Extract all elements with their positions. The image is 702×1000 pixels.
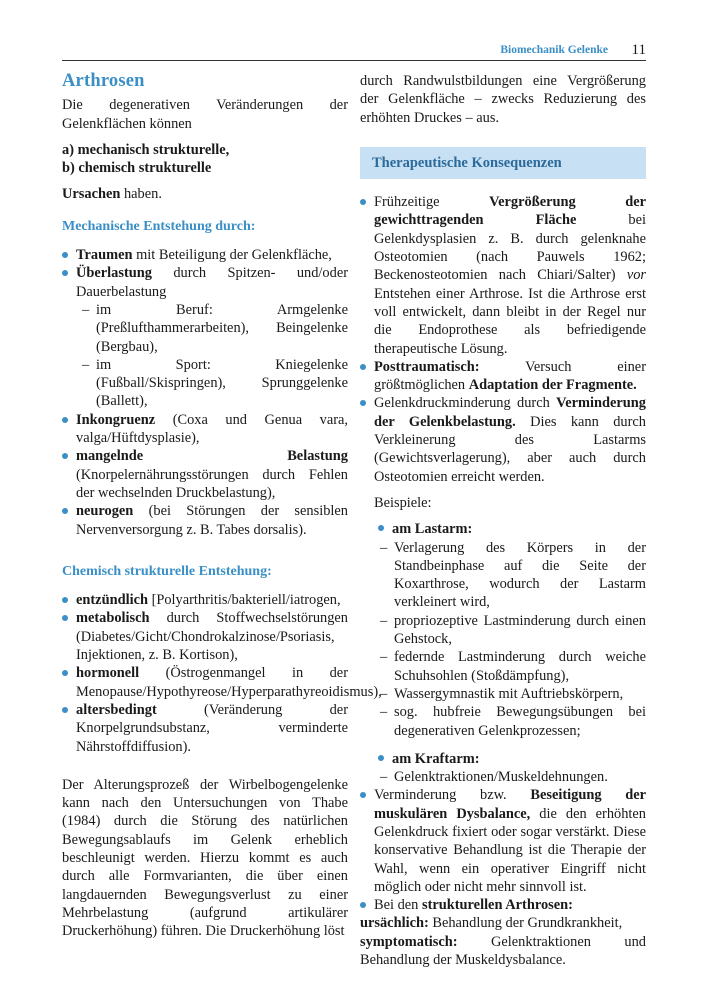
list-item bbox=[62, 701, 348, 756]
chem-heading: Chemisch strukturelle Entstehung: bbox=[62, 563, 272, 579]
kraftarm-label: am Kraftarm: bbox=[374, 750, 646, 768]
lastarm-label: am Lastarm: bbox=[374, 520, 646, 538]
list-item bbox=[360, 358, 646, 395]
intro-text: Die degenerativen Veränderungen der Gelenkflächen können bbox=[62, 97, 348, 132]
item-text: Entstehen einer Arthrose. Ist die Arthrose erst voll entwickelt, dann bleibt in der Regel nur die Endoprothese als befriedigende therapeutische Lösung. bbox=[374, 285, 646, 357]
sub-item: – Wassergymnastik mit Auftriebskörpern, bbox=[374, 685, 646, 703]
item-text: Bei den bbox=[374, 897, 422, 914]
list-item bbox=[360, 896, 646, 914]
cause-line bbox=[62, 185, 348, 203]
item-text: durch Spitzen- und/oder Dauerbelastung bbox=[76, 265, 348, 300]
chem-list bbox=[62, 591, 382, 756]
lastarm-list bbox=[374, 539, 646, 740]
item-text: die den erhöhten Gelenkdruck fixiert oder sogar verstärkt. Diese konservative Behandlung ist die Therapie der Wahl, wenn ein operativer Eingriff nicht möglich oder nicht mehr sinnvoll ist. bbox=[374, 805, 646, 895]
sub-item: – propriozeptive Lastminderung durch einen Gehstock, bbox=[374, 612, 646, 649]
item-bold: Adaptation der Fragmente. bbox=[468, 377, 637, 394]
item-bold: altersbedingt bbox=[76, 701, 157, 718]
item-text: (bei Störungen der sensiblen Nervenversorgung z. B. Tabes dorsalis). bbox=[76, 503, 348, 538]
item-text: Behandlung der Grundkrankheit, bbox=[428, 915, 623, 932]
list-item bbox=[62, 246, 348, 264]
item-text: (Coxa und Genua vara, valga/Hüftdysplasie), bbox=[76, 411, 348, 447]
item-text: Versuch einer größtmöglichen bbox=[374, 358, 646, 394]
section-title: Arthrosen bbox=[62, 71, 145, 91]
item-bold: symptomatisch: bbox=[360, 933, 458, 950]
sub-list bbox=[76, 301, 348, 411]
sub-item: – Verlagerung des Körpers in der Standbeinphase auf die Seite der Koxarthrose, wodurch der Lastarm verkleinert wird, bbox=[374, 539, 646, 612]
page-header bbox=[62, 42, 646, 61]
aging-paragraph: Der Alterungsprozeß der Wirbelbogengelenke kann nach den Untersuchungen von Thabe (1984) durch die Störung des natürlichen Bewegungsablaufs im Gelenk erheblich beschleunigt werden. Hierzu kommt es auch durch alle Formvarianten, die über einen langdauernden Bewegungsverlust zu einer Mehrbelastung (aufgrund artikulärer Druckerhöhung) führen. Die Druckerhöhung löst bbox=[62, 776, 348, 940]
item-bold: Posttraumatisch: bbox=[374, 358, 480, 375]
cause-bold: Ursachen bbox=[62, 186, 121, 203]
sub-item: – im Sport: Kniegelenke (Fußball/Skispringen), Sprunggelenke (Ballett), bbox=[76, 356, 348, 411]
item-text: durch Stoffwechselstörungen (Diabetes/Gicht/Chondrokalzinose/Psoriasis, Injektionen, z. B. Kortison), bbox=[76, 610, 348, 664]
list-item bbox=[62, 411, 348, 448]
list-item bbox=[62, 447, 348, 502]
list-item bbox=[62, 664, 382, 701]
sub-item: – Gelenktraktionen/Muskeldehnungen. bbox=[374, 768, 646, 786]
right-column bbox=[360, 72, 646, 969]
left-column bbox=[62, 71, 382, 940]
item-bold: neurogen bbox=[76, 503, 134, 520]
list-item bbox=[360, 193, 646, 358]
cause-rest: haben. bbox=[120, 186, 162, 203]
symptom-treatment bbox=[360, 933, 646, 970]
list-item bbox=[62, 264, 348, 410]
mech-heading: Mechanische Entstehung durch: bbox=[62, 218, 256, 234]
therapy-list bbox=[360, 193, 646, 914]
item-bold: Verminderung der Gelenkbelastung. bbox=[374, 395, 646, 430]
item-bold: mangelnde Belastung bbox=[76, 448, 348, 465]
list-item bbox=[62, 609, 348, 664]
list-item bbox=[360, 394, 646, 786]
type-b: b) chemisch strukturelle bbox=[62, 160, 212, 177]
item-bold: ursächlich: bbox=[360, 915, 429, 932]
item-text: (Östrogenmangel in der Menopause/Hypothyreose/Hyperparathyreoidismus), bbox=[76, 665, 382, 700]
running-title: Biomechanik Gelenke bbox=[500, 44, 608, 56]
list-item bbox=[62, 591, 348, 609]
item-bold: Beseitigung der muskulären Dysbalance, bbox=[374, 787, 646, 822]
list-item bbox=[360, 786, 646, 896]
item-text: Dies kann durch Verkleinerung des Lastarms (Gewichtsverlagerung), aber auch durch Osteotomien erreicht werden. bbox=[374, 413, 646, 485]
page-number: 11 bbox=[631, 42, 646, 58]
item-bold: Vergrößerung der gewichttragenden Fläche bbox=[374, 194, 646, 229]
item-bold: strukturellen Arthrosen: bbox=[421, 897, 573, 914]
continuation-text: durch Randwulstbildungen eine Vergrößerung der Gelenkfläche – zwecks Reduzierung des erhöhten Druckes – aus. bbox=[360, 73, 646, 126]
item-text: Gelenktraktionen und Behandlung der Muskeldysbalance. bbox=[360, 933, 646, 969]
item-bold: Inkongruenz bbox=[76, 411, 156, 428]
list-item bbox=[62, 502, 348, 539]
type-a: a) mechanisch strukturelle, bbox=[62, 141, 230, 158]
kraftarm-list bbox=[374, 768, 646, 786]
cause-treatment bbox=[360, 914, 646, 932]
item-bold: Überlastung bbox=[76, 265, 152, 282]
item-text: [Polyarthritis/bakteriell/iatrogen, bbox=[147, 592, 341, 609]
item-text: Frühzeitige bbox=[374, 194, 490, 211]
item-text: (Knorpelernährungsstörungen durch Fehlen der wechselnden Druckbelastung), bbox=[76, 466, 348, 501]
sub-item: – im Beruf: Armgelenke (Preßlufthammerarbeiten), Beingelenke (Bergbau), bbox=[76, 301, 348, 356]
examples-label: Beispiele: bbox=[374, 494, 432, 511]
mech-list bbox=[62, 246, 348, 539]
item-text: mit Beteiligung der Gelenkfläche, bbox=[132, 247, 332, 264]
item-italic: vor bbox=[626, 267, 646, 284]
item-text: Gelenkdruckminderung durch bbox=[374, 395, 557, 412]
item-bold: Traumen bbox=[76, 247, 133, 264]
item-text: Verminderung bzw. bbox=[374, 787, 531, 804]
item-text: (Veränderung der Knorpelgrundsubstanz, verminderte Nährstoffdiffusion). bbox=[76, 701, 348, 755]
sub-item: – federnde Lastminderung durch weiche Schuhsohlen (Stoßdämpfung), bbox=[374, 648, 646, 685]
sub-item: – sog. hubfreie Bewegungsübungen bei degenerativen Gelenkprozessen; bbox=[374, 703, 646, 740]
item-bold: hormonell bbox=[76, 665, 140, 682]
therapy-box-title: Therapeutische Konsequenzen bbox=[360, 147, 646, 179]
item-text: bei Gelenkdysplasien z. B. durch gelenknahe Osteotomien (nach Pauwels 1962; Beckenosteotomien nach Chiari/Salter) bbox=[374, 212, 646, 284]
item-bold: entzündlich bbox=[76, 592, 148, 609]
item-bold: metabolisch bbox=[76, 610, 150, 627]
